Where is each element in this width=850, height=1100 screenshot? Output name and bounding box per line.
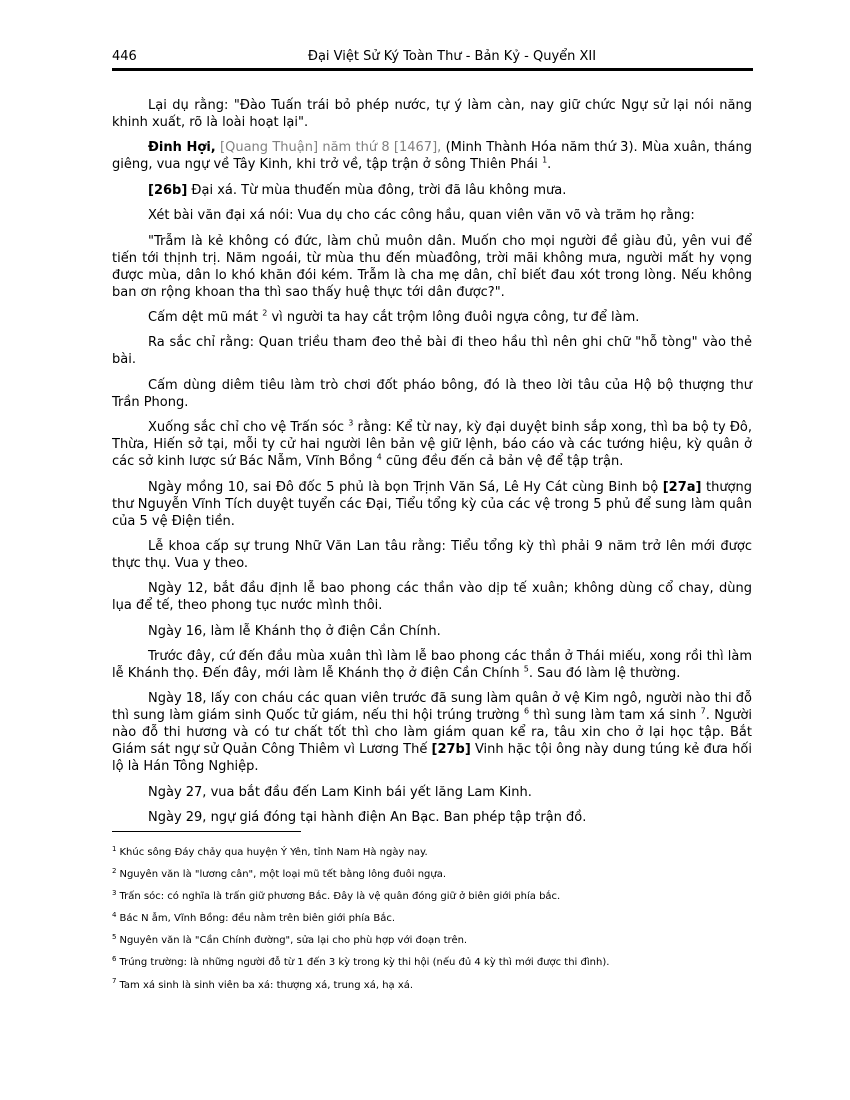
paragraph-text: "Trẫm là kẻ không có đức, làm chủ muôn dân. Muốn cho mọi người đề giàu đủ, yên vui để tiến tới thịnh trị. Năm ngoái, từ mùa thu đến mùađông, trời mãi không mưa, người mất hy vọng được mùa, dân lo khó khăn đói kém. Trẫm là cha mẹ dân, chỉ biết đau xót trong lòng. Nếu không ban ơn rộng khoan tha thì sao thấy huệ thực tới dân được?". [112, 233, 752, 300]
footnote [112, 844, 752, 859]
header-rule [112, 68, 753, 71]
running-title: Đại Việt Sử Ký Toàn Thư - Bản Kỷ - Quyển XII [307, 49, 597, 64]
footnote-ref: 2 [262, 308, 268, 318]
paragraph-text: (Minh Thành Hóa năm thứ 3). Mùa xuân, tháng giêng, vua ngự về Tây Kinh, khi trở về, tập trận ở sông Thiên Phái [112, 140, 752, 173]
paragraph [112, 538, 752, 572]
footnote [112, 866, 752, 881]
footnote-ref: 5 [523, 664, 529, 674]
paragraph [112, 623, 752, 640]
page-number: 446 [112, 49, 137, 64]
footnote-number: 4 [112, 910, 117, 919]
footnote-separator [112, 831, 301, 832]
paragraph-text: Ngày 27, vua bắt đầu đến Lam Kinh bái yết lăng Lam Kinh. [148, 784, 532, 800]
folio-ref: [26b] [148, 182, 188, 198]
paragraph-text: Ngày 29, ngự giá đóng tại hành điện An Bạc. Ban phép tập trận đồ. [148, 810, 587, 826]
paragraph-text: Ra sắc chỉ rằng: Quan triều tham đeo thẻ bài đi theo hầu thì nên ghi chữ "hỗ tòng" vào thẻ bài. [112, 335, 752, 368]
paragraph-text: . Sau đó làm lệ thường. [528, 666, 681, 682]
footnote-number: 2 [112, 866, 117, 875]
paragraph [112, 182, 752, 199]
paragraph-text: . Người nào đỗ thi hương và có tư chất tốt thì cho làm giám quan kể ra, tâu xin cho ở lại học tập. Bắt Giám sát ngự sử Quản Công Thiêm vì Lương Thế [112, 708, 752, 758]
footnote-ref: 1 [542, 156, 548, 166]
paragraph [112, 784, 752, 801]
footnote-text: Nguyên văn là "lương cân", một loại mũ tết bằng lông đuôi ngựa. [119, 869, 447, 881]
paragraph [112, 233, 752, 301]
footnote-text: Tam xá sinh là sinh viên ba xá: thượng xá, trung xá, hạ xá. [119, 979, 414, 991]
footnote-ref: 6 [523, 707, 530, 717]
paragraph [112, 139, 752, 173]
paragraph [112, 580, 752, 614]
folio-ref: [27b] [431, 742, 471, 758]
paragraph-text: cũng đều đến cả bản vệ để tập trận. [385, 454, 624, 470]
paragraph [112, 377, 752, 411]
paragraph-text: Lễ khoa cấp sự trung Nhữ Văn Lan tâu rằng: Tiểu tổng kỳ thì phải 9 năm trở lên mới được thực thụ. Vua y theo. [112, 538, 752, 571]
paragraph [112, 479, 752, 530]
paragraph-text: Xét bài văn đại xá nói: Vua dụ cho các công hầu, quan viên văn võ và trăm họ rằng: [148, 208, 695, 224]
footnote-text: Trấn sóc: có nghĩa là trấn giữ phương Bắc. Đây là vệ quân đóng giữ ở biên giới phía bắc. [119, 891, 561, 903]
footnote-ref: 7 [700, 707, 706, 717]
footnote-text: Nguyên văn là "Cần Chính đường", sửa lại cho phù hợp với đoạn trên. [119, 935, 468, 947]
reign-year: [Quang Thuận] năm thứ 8 [1467], [220, 140, 442, 156]
paragraph-text: Vinh hặc tội ông này dung túng kẻ đưa hối lộ là Hán Tông Nghiệp. [112, 742, 752, 775]
footnote [112, 977, 752, 992]
page-header [112, 49, 752, 69]
paragraph-text: Ngày 18, lấy con cháu các quan viên trước đã sung làm quân ở vệ Kim ngô, người nào thi đỗ thì sung làm giám sinh Quốc tử giám, nếu thi hội trúng trường [112, 691, 752, 724]
footnote-ref: 4 [376, 452, 382, 462]
paragraph-text: Ngày mồng 10, sai Đô đốc 5 phủ là bọn Trịnh Văn Sá, Lê Hy Cát cùng Binh bộ [148, 479, 659, 495]
footnote [112, 910, 752, 925]
footnote [112, 935, 752, 947]
footnote-ref: 3 [348, 418, 354, 428]
paragraph-text: Trước đây, cứ đến đầu mùa xuân thì làm lễ bao phong các thần ở Thái miếu, xong rồi thì làm lễ Khánh thọ. Đến đây, mới làm lễ Khánh thọ ở điện Cần Chính [112, 649, 752, 682]
paragraph-text: vì người ta hay cắt trộm lông đuôi ngựa công, tư để làm. [271, 309, 640, 325]
paragraph [112, 334, 752, 368]
footnote-number: 5 [112, 933, 117, 942]
paragraph-text: Lại dụ rằng: "Đào Tuấn trái bỏ phép nước, tự ý làm càn, nay giữ chức Ngự sử lại nói năng khinh xuất, rõ là loài hoạt lại". [112, 98, 752, 130]
paragraph-text: Cấm dệt mũ mát [148, 309, 259, 325]
footnote [112, 888, 752, 903]
paragraph [112, 309, 752, 326]
paragraph-text: rằng: Kể từ nay, kỳ đại duyệt binh sắp xong, thì ba bộ ty Đô, Thừa, Hiến sở tại, mỗi ty cử hai người lên bản vệ giữ lệnh, báo cáo và các tướng hiệu, kỳ quân ở các sở kinh lược sứ Bác Nẫm, Vĩnh Bồng [112, 420, 752, 470]
main-text [112, 97, 752, 826]
paragraph [112, 419, 752, 470]
footnote-number: 3 [112, 888, 117, 897]
paragraph [112, 207, 752, 224]
paragraph-text: Cấm dùng diêm tiêu làm trò chơi đốt pháo bông, đó là theo lời tâu của Hộ bộ thượng thư Trần Phong. [112, 377, 752, 410]
footnote-number: 1 [112, 844, 117, 853]
footnote [112, 957, 752, 969]
folio-ref: [27a] [662, 479, 702, 495]
footnote-number: 7 [112, 977, 117, 986]
paragraph-text: Đại xá. Từ mùa thuđến mùa đông, trời đã lâu không mưa. [191, 182, 567, 198]
footnote-number: 6 [112, 955, 117, 964]
footnote-text: Trúng trường: là những người đỗ từ 1 đến 3 kỳ trong kỳ thi hội (nếu đủ 4 kỳ thì mới được thi đình). [119, 957, 610, 969]
footnotes [112, 844, 752, 1002]
paragraph-text: thượng thư Nguyễn Vĩnh Tích duyệt tuyển các Đại, Tiểu tổng kỳ của các vệ trong 5 phủ để sung làm quân của 5 vệ Điện tiền. [112, 479, 753, 529]
year-label: Đinh Hợi, [148, 140, 216, 156]
footnote-text: Khúc sông Đáy chảy qua huyện Ý Yên, tỉnh Nam Hà ngày nay. [119, 847, 428, 858]
paragraph-text: Ngày 12, bắt đầu định lễ bao phong các thần vào dịp tế xuân; không dùng cổ chay, dùng lụa để tế, theo phong tục nước mình thôi. [112, 581, 752, 614]
paragraph [112, 809, 752, 826]
paragraph-text: Xuống sắc chỉ cho vệ Trấn sóc [148, 420, 345, 436]
paragraph [112, 648, 752, 682]
paragraph-text: . [547, 157, 552, 173]
paragraph-text: Ngày 16, làm lễ Khánh thọ ở điện Cần Chính. [148, 623, 441, 639]
footnote-text: Bác N ẫm, Vĩnh Bồng: đều nằm trên biên giới phía Bắc. [119, 913, 396, 925]
paragraph-text: thì sung làm tam xá sinh [533, 708, 697, 724]
paragraph [112, 97, 752, 131]
paragraph [112, 690, 752, 775]
